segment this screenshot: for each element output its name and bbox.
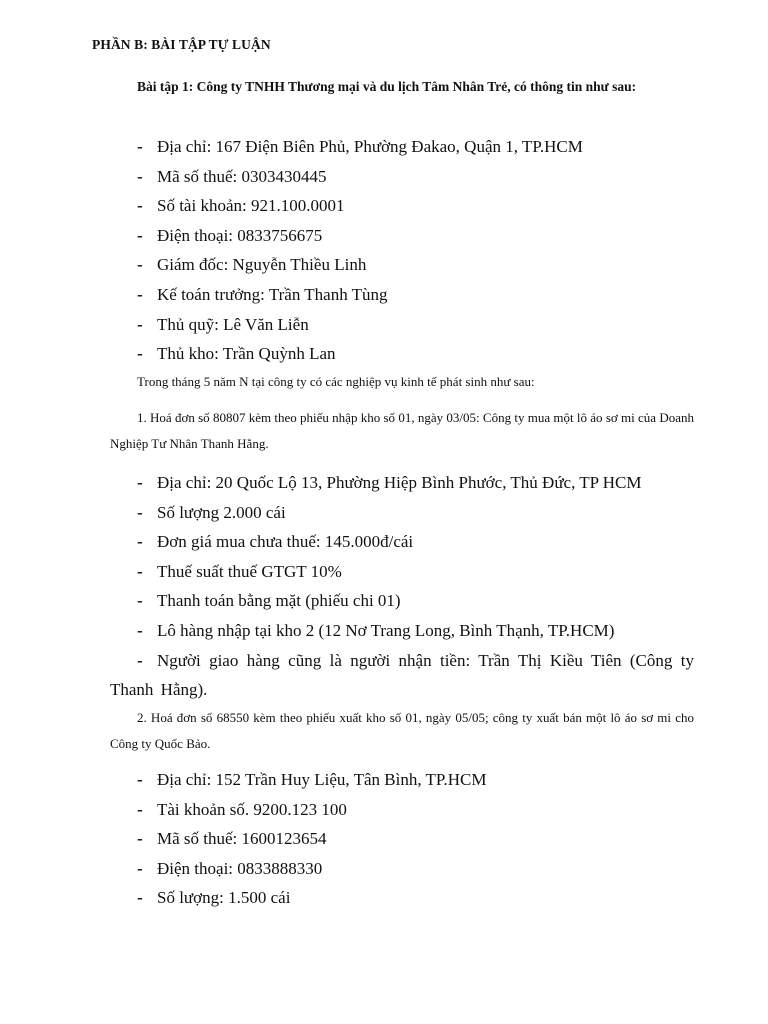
bullet-dash: - <box>137 137 143 156</box>
bullet-dash: - <box>137 225 143 245</box>
list-item: - Thuế suất thuế GTGT 10% <box>110 557 694 587</box>
bullet-dash: - <box>137 314 143 334</box>
list-item: - Thủ kho: Trần Quỳnh Lan <box>110 339 694 369</box>
bullet-dash: - <box>137 344 143 364</box>
transaction-1-details <box>110 468 694 705</box>
list-item: - Giám đốc: Nguyễn Thiều Linh <box>110 250 694 280</box>
list-item: - Điện thoại: 0833756675 <box>110 221 694 251</box>
list-item: - Số tài khoản: 921.100.0001 <box>110 191 694 221</box>
list-item: - Số lượng 2.000 cái <box>110 498 694 528</box>
bullet-dash: - <box>137 196 143 216</box>
bullet-dash: - <box>137 561 143 581</box>
list-item: - Địa chỉ: 152 Trần Huy Liệu, Tân Bình, TP.HCM <box>110 765 694 795</box>
bullet-dash: - <box>137 770 143 789</box>
list-item: - Đơn giá mua chưa thuế: 145.000đ/cái <box>110 527 694 557</box>
list-item: - Thanh toán bằng mặt (phiếu chi 01) <box>110 586 694 616</box>
list-item: - Địa chỉ: 167 Điện Biên Phủ, Phường Đakao, Quận 1, TP.HCM <box>110 132 694 162</box>
transaction-2-details <box>110 765 694 913</box>
list-item: - Tài khoản số. 9200.123 100 <box>110 795 694 825</box>
bullet-dash: - <box>137 532 143 552</box>
list-item: - Lô hàng nhập tại kho 2 (12 Nơ Trang Long, Bình Thạnh, TP.HCM) <box>110 616 694 646</box>
bullet-dash: - <box>137 799 143 819</box>
list-item: - Số lượng: 1.500 cái <box>110 883 694 913</box>
bullet-dash: - <box>137 502 143 522</box>
bullet-dash: - <box>137 888 143 908</box>
list-item: - Mã số thuế: 1600123654 <box>110 824 694 854</box>
exercise-intro: Bài tập 1: Công ty TNHH Thương mại và du lịch Tâm Nhân Trẻ, có thông tin như sau: <box>137 79 637 94</box>
bullet-dash: - <box>137 166 143 186</box>
transaction-1-text: 1. Hoá đơn số 80807 kèm theo phiếu nhập kho số 01, ngày 03/05: Công ty mua một lô áo sơ mi của Doanh Nghiệp Tư Nhân Thanh Hằng. <box>110 410 694 451</box>
list-item: - Mã số thuế: 0303430445 <box>110 162 694 192</box>
list-item: - Điện thoại: 0833888330 <box>110 854 694 884</box>
list-item: - Thủ quỹ: Lê Văn Liễn <box>110 310 694 340</box>
bullet-dash: - <box>137 591 143 611</box>
bullet-dash: - <box>137 829 143 849</box>
list-item: - Địa chỉ: 20 Quốc Lộ 13, Phường Hiệp Bình Phước, Thủ Đức, TP HCM <box>110 468 694 498</box>
bullet-dash: - <box>137 284 143 304</box>
section-title: PHẦN B: BÀI TẬP TỰ LUẬN <box>92 37 271 52</box>
bullet-dash: - <box>137 620 143 640</box>
list-item: - Kế toán trưởng: Trần Thanh Tùng <box>110 280 694 310</box>
bullet-dash: - <box>137 255 143 275</box>
bullet-dash: - <box>137 858 143 878</box>
company-info-list <box>110 132 694 369</box>
bullet-dash: - <box>137 650 143 670</box>
month-intro: Trong tháng 5 năm N tại công ty có các nghiệp vụ kinh tế phát sinh như sau: <box>137 374 535 389</box>
list-item: - Người giao hàng cũng là người nhận tiền: Trần Thị Kiều Tiên (Công ty Thanh Hằng). <box>110 646 694 705</box>
transaction-2-text: 2. Hoá đơn số 68550 kèm theo phiếu xuất kho số 01, ngày 05/05; công ty xuất bán một lô áo sơ mi cho Công ty Quốc Bảo. <box>110 710 694 751</box>
bullet-dash: - <box>137 473 143 492</box>
